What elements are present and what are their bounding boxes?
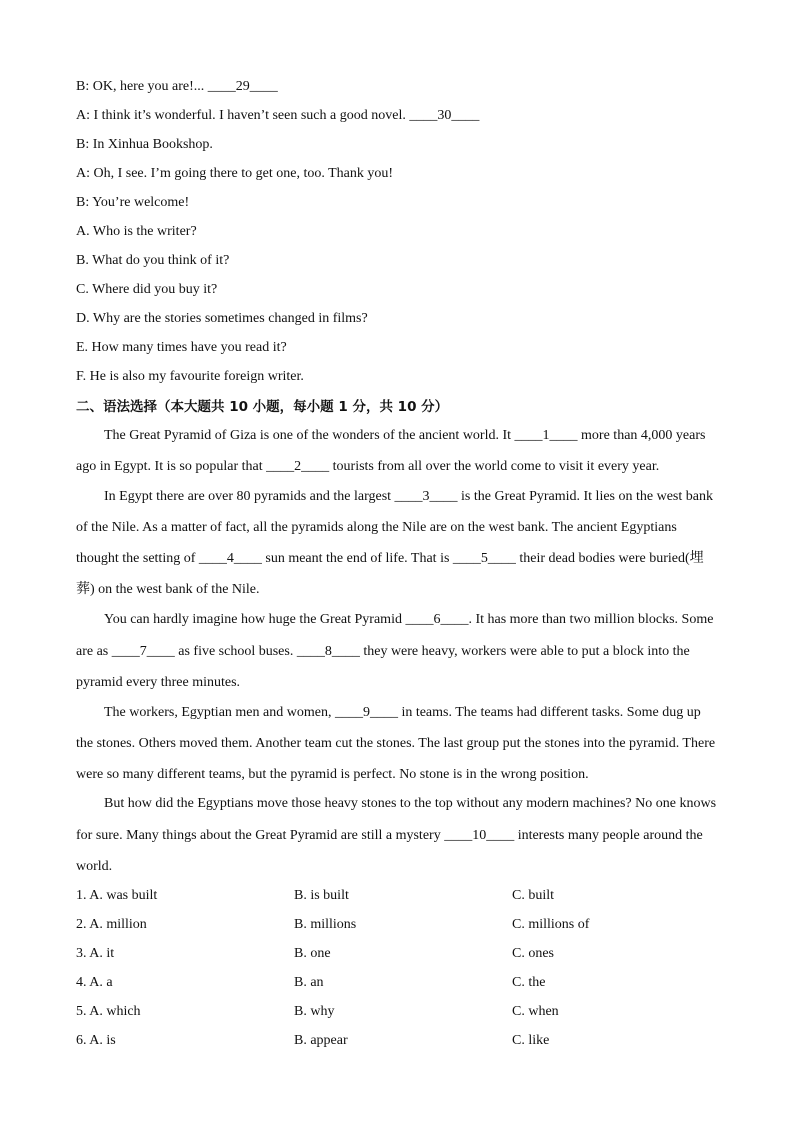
dialogue-line: A: Oh, I see. I’m going there to get one, too. Thank you! [76,166,394,181]
passage-line: of the Nile. As a matter of fact, all the pyramids along the Nile are on the west bank. The ancient Egyptians [76,520,677,535]
question-row [0,887,800,905]
option-a: 1. A. was built [76,888,158,903]
option-a: 3. A. it [76,946,115,961]
passage-line: The Great Pyramid of Giza is one of the wonders of the ancient world. It ____1____ more than 4,000 years [104,428,706,443]
passage-line: The workers, Egyptian men and women, ____9____ in teams. The teams had different tasks. Some dug up [104,705,701,720]
passage-line: for sure. Many things about the Great Pyramid are still a mystery ____10____ interests many people around the [76,828,703,843]
dialogue-option: D. Why are the stories sometimes changed in films? [76,311,368,326]
option-a: 6. A. is [76,1033,116,1048]
option-c: C. when [512,1004,559,1019]
passage-line: thought the setting of ____4____ sun meant the end of life. That is ____5____ their dead bodies were buried(埋 [76,551,704,566]
dialogue-line: B: In Xinhua Bookshop. [76,137,213,152]
question-row [0,1003,800,1021]
passage-line: But how did the Egyptians move those heavy stones to the top without any modern machines? No one knows [104,796,717,811]
passage-line: In Egypt there are over 80 pyramids and the largest ____3____ is the Great Pyramid. It lies on the west bank [104,489,713,504]
section-heading: 二、语法选择（本大题共 10 小题，每小题 1 分，共 10 分） [76,399,449,415]
passage-line: are as ____7____ as five school buses. ____8____ they were heavy, workers were able to put a block into the [76,644,690,659]
question-row [0,974,800,992]
passage-line: ago in Egypt. It is so popular that ____2____ tourists from all over the world come to visit it every year. [76,459,660,474]
dialogue-line: B: You’re welcome! [76,195,190,210]
option-c: C. millions of [512,917,590,932]
dialogue-line: A: I think it’s wonderful. I haven’t seen such a good novel. ____30____ [76,108,480,123]
option-c: C. built [512,888,555,903]
option-b: B. is built [294,888,349,903]
dialogue-option: A. Who is the writer? [76,224,197,239]
dialogue-option: C. Where did you buy it? [76,282,218,297]
passage-line: world. [76,859,113,874]
dialogue-option: F. He is also my favourite foreign writer. [76,369,304,384]
option-b: B. appear [294,1033,348,1048]
option-c: C. the [512,975,546,990]
passage-line: pyramid every three minutes. [76,675,241,690]
option-b: B. why [294,1004,335,1019]
dialogue-option: B. What do you think of it? [76,253,230,268]
passage-line: the stones. Others moved them. Another team cut the stones. The last group put the stones into the pyramid. There [76,736,716,751]
option-b: B. an [294,975,324,990]
option-b: B. millions [294,917,357,932]
dialogue-option: E. How many times have you read it? [76,340,287,355]
passage-line: You can hardly imagine how huge the Great Pyramid ____6____. It has more than two million blocks. Some [104,612,714,627]
option-c: C. ones [512,946,554,961]
option-a: 4. A. a [76,975,113,990]
question-row [0,1032,800,1050]
option-a: 2. A. million [76,917,147,932]
option-b: B. one [294,946,331,961]
option-c: C. like [512,1033,550,1048]
option-a: 5. A. which [76,1004,141,1019]
dialogue-line: B: OK, here you are!... ____29____ [76,79,278,94]
passage-line: were so many different teams, but the pyramid is perfect. No stone is in the wrong position. [76,767,589,782]
passage-line: 葬) on the west bank of the Nile. [76,582,260,597]
question-row [0,945,800,963]
question-row [0,916,800,934]
